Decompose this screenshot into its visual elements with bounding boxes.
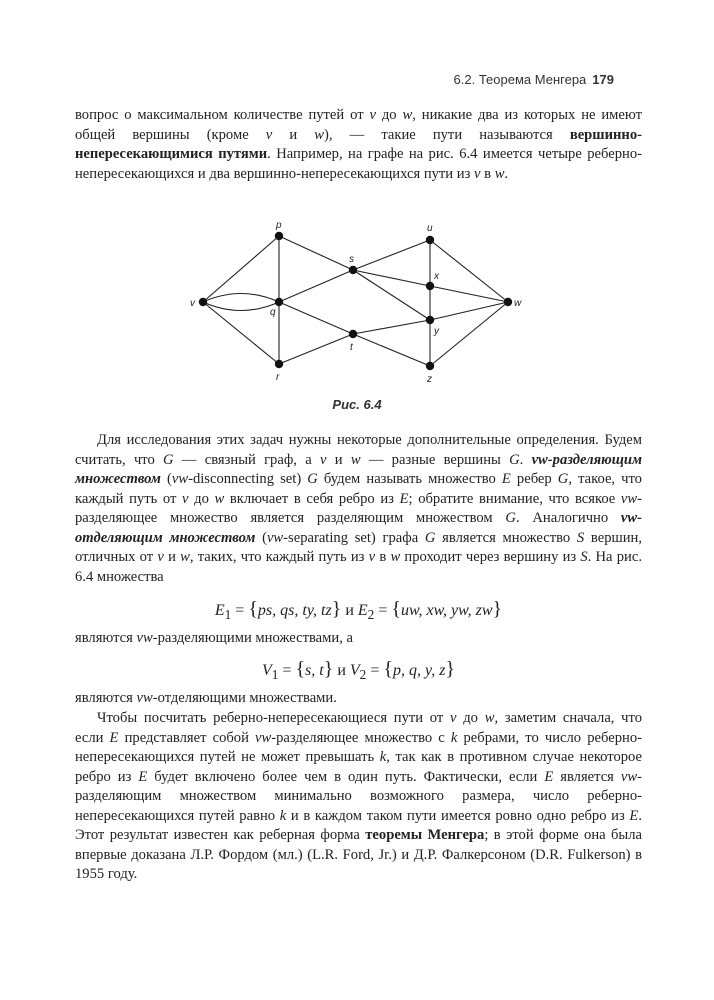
vertex-label-r: r — [276, 372, 280, 383]
term-vw-separating: vw-отделяющим множеством — [75, 510, 642, 546]
term-vw-disconnecting: vw-разделяющим множеством — [75, 451, 643, 487]
paragraph-1: вопрос о максимальном количестве путей от v до w, никакие два из которых не имеют общей вершины (кроме v и w), — такие пути называются вершинно-непересекающимися путями. Например, на графе на рис. 6.4 имеется четыре реберно-непересекающихся и два вершинно-непересекающихся пути из v в w. — [75, 107, 642, 182]
graph-vertices — [199, 232, 512, 370]
vertex-label-u: u — [427, 223, 433, 234]
formula-vertex-sets: $V_1 = \{s$, t} и $V_2 = \{p$, q, y, z} — [261, 658, 456, 683]
paragraph-3: Чтобы посчитать реберно-непересекающиеся пути от v до w, заметим сначала, что если E представляет собой vw-разделяющее множество с k ребрами, то число реберно-непересекающихся путей не может превышать k, так как в противном случае некоторое ребро из E будет включено более чем в один путь. Фактически, если E является vw-разделяющим множеством минимально возможного размера, число реберно-непересекающихся путей равно k и в каждом таком пути имеется ровно одно ребро из E. Этот результат известен как реберная форма теоремы Менгера; в этой форме она была впервые доказана Л.Р. Фордом (мл.) (L.R. Ford, Jr.) и Д.Р. Фалкерсоном (D.R. Fulkerson) в 1955 году. — [75, 710, 643, 882]
vertex-label-p: p — [276, 220, 282, 231]
formula-edge-sets: $E_1 = \{ps$, qs, ty, tz} и $E_2 = \{uw$, xw, yw, zw} — [214, 598, 503, 623]
vertex-label-s: s — [349, 254, 354, 265]
section-title: 6.2. Теорема Менгера — [453, 72, 587, 87]
graph-figure — [0, 0, 714, 420]
vertex-label-z: z — [427, 374, 432, 385]
vertex-label-v: v — [190, 298, 195, 309]
vertex-label-w: w — [514, 298, 522, 309]
vertex-label-q: q — [270, 307, 276, 318]
vertex-label-x: x — [434, 271, 439, 282]
term-vertex-disjoint: вершинно-непересекающимися путями — [75, 126, 642, 162]
line-after-formula-1: являются vw-разделяющими множествами, а — [75, 630, 353, 646]
line-after-formula-2: являются vw-отделяющими множествами. — [75, 690, 337, 706]
graph-edges — [203, 236, 508, 366]
paragraph-2: Для исследования этих задач нужны некоторые дополнительные определения. Будем считать, что G — связный граф, а v и w — разные вершины G. vw-разделяющим множеством (vw-disconnecting set) G будем называть множество E ребер G, такое, что каждый путь от v до w включает в себя ребро из E; обратите внимание, что всякое vw-разделяющее множество является разделяющим множеством G. Аналогично vw-отделяющим множеством (vw-separating set) графа G является множество S вершин, отличных от v и w, таких, что каждый путь из v в w проходит через вершину из S. На рис. 6.4 множества — [75, 432, 643, 585]
figure-caption: Рис. 6.4 — [332, 397, 382, 412]
vertex-label-t: t — [350, 342, 353, 353]
vertex-label-y: y — [434, 326, 439, 337]
page-number: 179 — [592, 72, 614, 87]
term-menger-theorem: теоремы Менгера — [365, 827, 485, 843]
